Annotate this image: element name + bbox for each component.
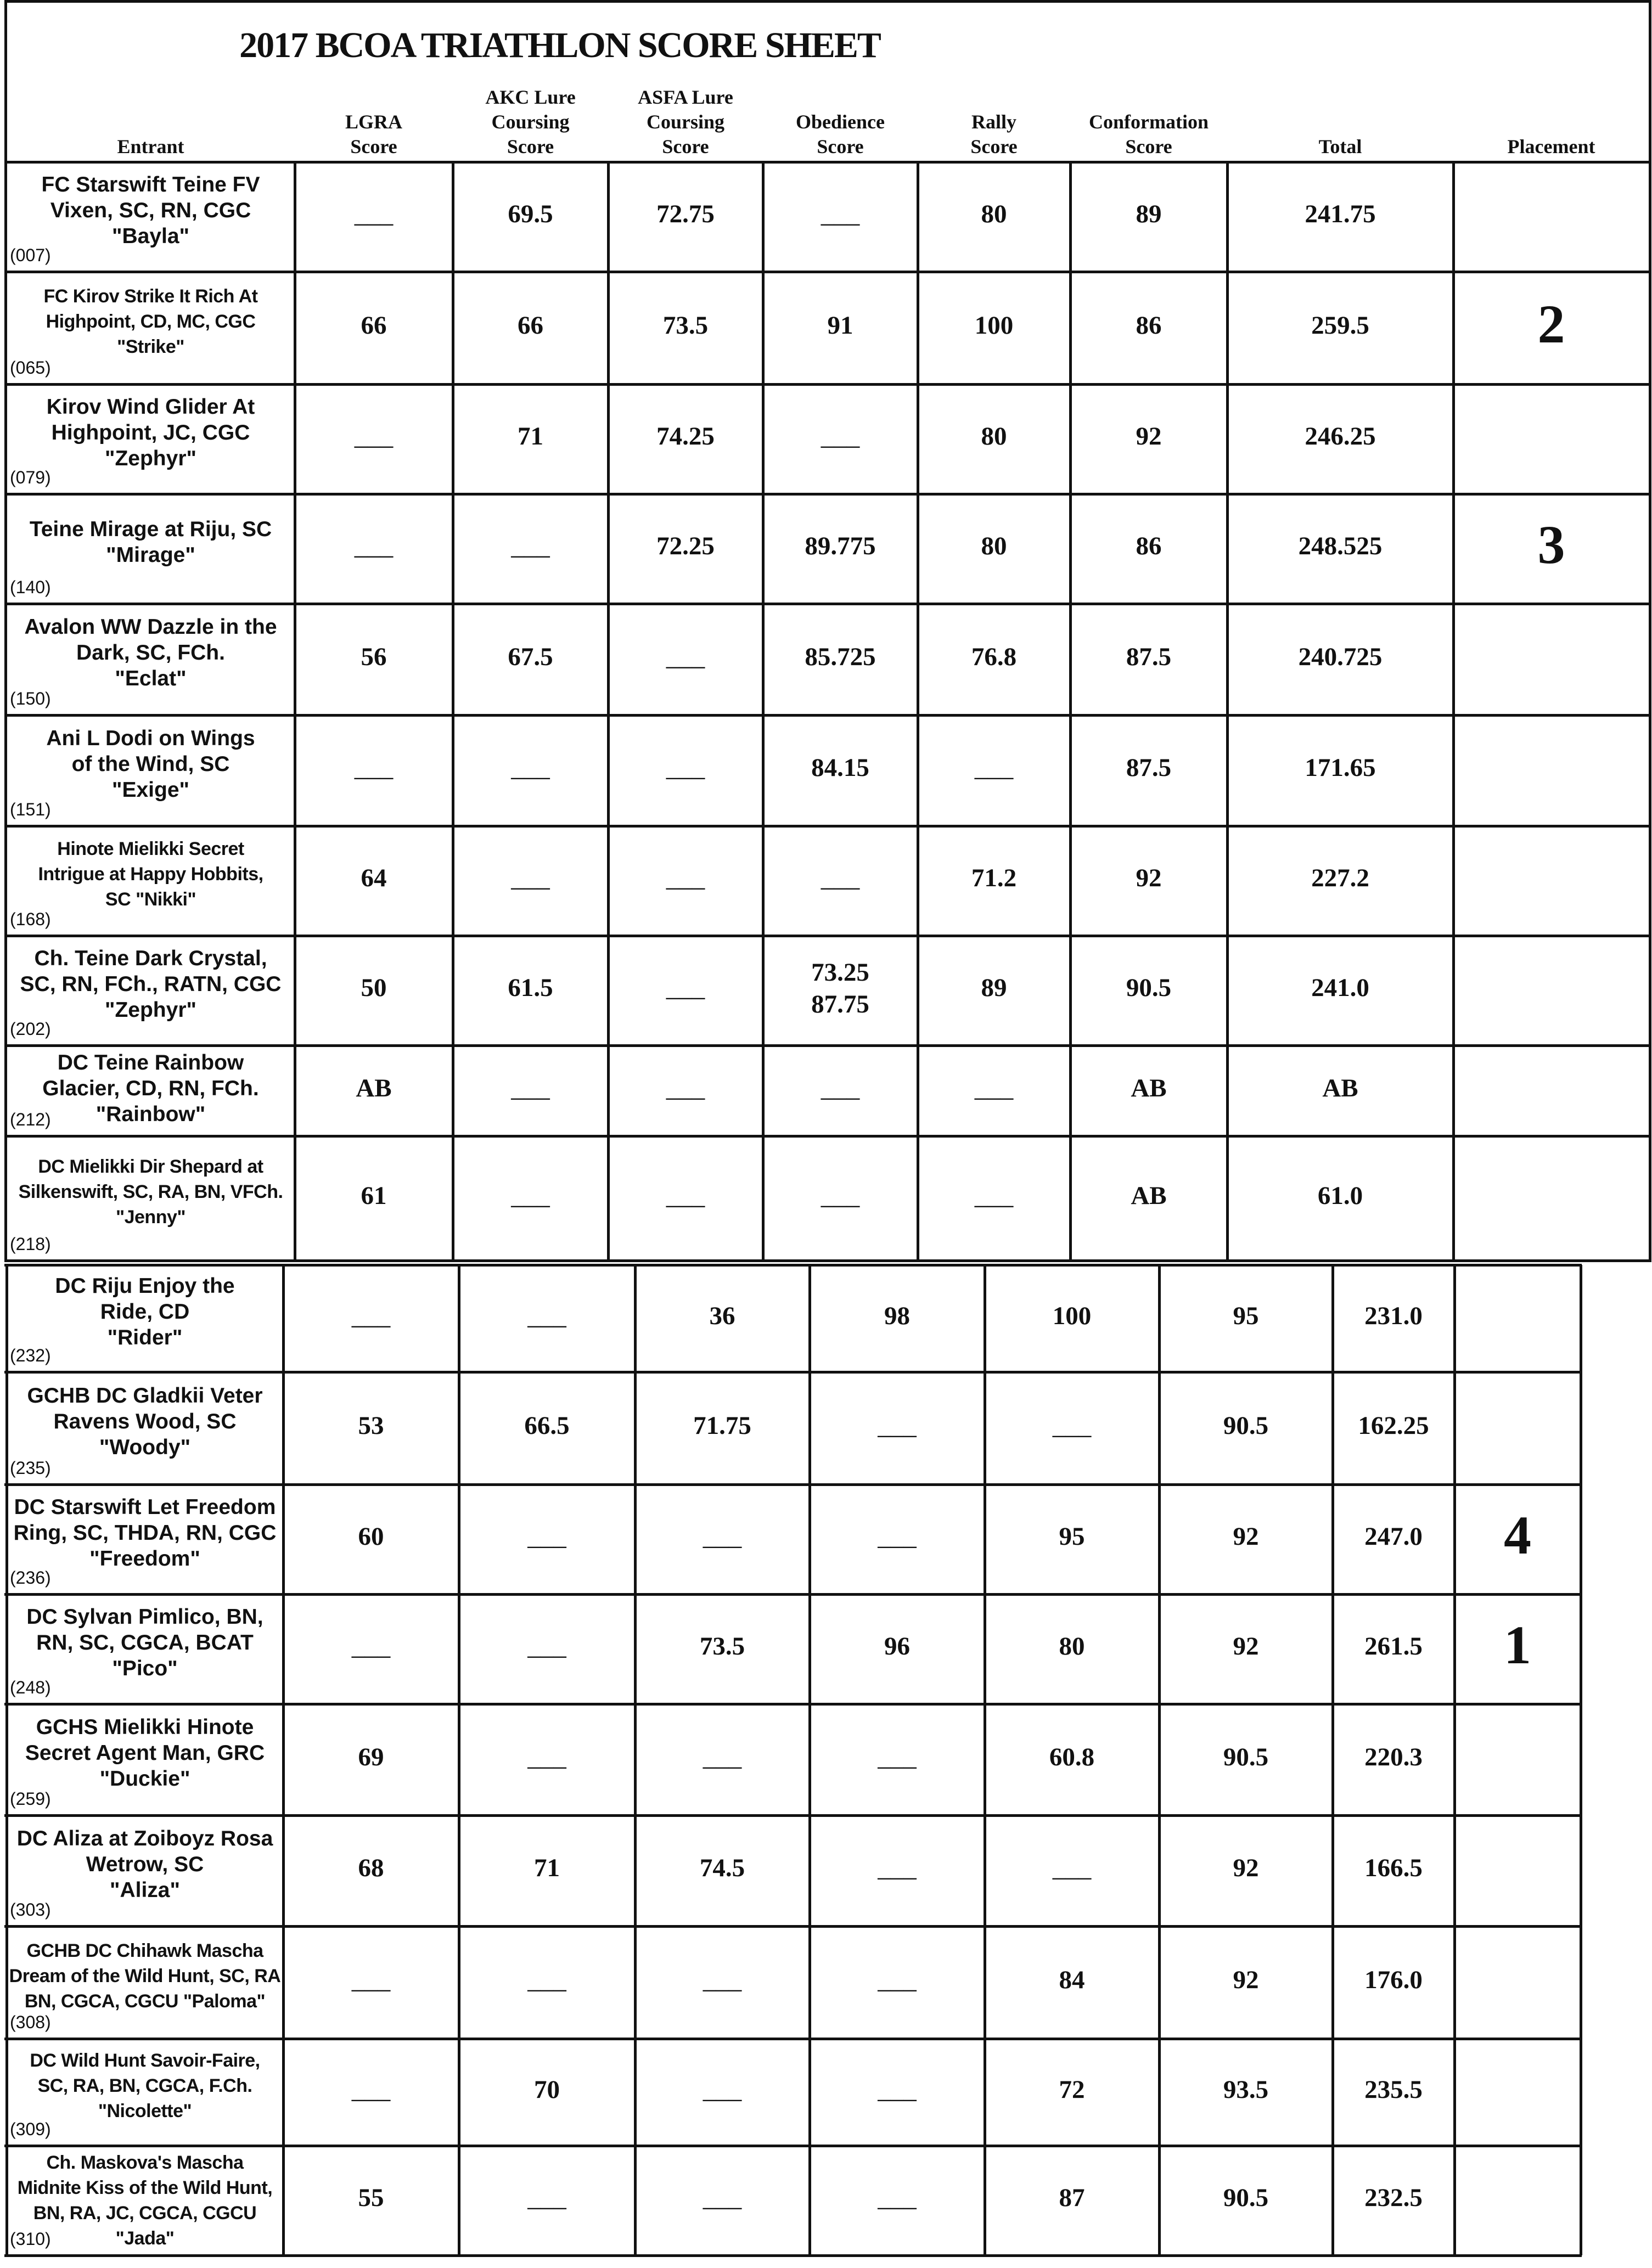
obedience-score: ___ xyxy=(821,1073,860,1102)
asfa-score: ___ xyxy=(666,642,705,671)
header-asfa-lure-coursing-score-line-1: ASFA Lure xyxy=(638,86,733,108)
row-divider xyxy=(4,493,1650,496)
header-rally-score-line-2: Score xyxy=(970,136,1018,157)
conformation-score: 90.5 xyxy=(1223,1411,1269,1440)
entrant-name xyxy=(7,284,295,359)
akc-score: ___ xyxy=(527,2183,566,2212)
asfa-score: 72.75 xyxy=(656,200,715,228)
asfa-score: ___ xyxy=(703,1522,742,1551)
entry-number: (168) xyxy=(10,909,51,929)
obedience-score: 98 xyxy=(884,1301,910,1330)
row-divider xyxy=(4,825,1650,828)
asfa-score: ___ xyxy=(666,973,705,1002)
entrant-name-line: DC Sylvan Pimlico, BN, xyxy=(26,1605,263,1629)
obedience-score: ___ xyxy=(821,200,860,228)
entrant-name xyxy=(7,725,295,803)
entrant-name-line: Wetrow, SC xyxy=(86,1852,204,1876)
asfa-score: ___ xyxy=(666,864,705,892)
asfa-score: 73.5 xyxy=(662,311,709,340)
entrant-name-line: Kirov Wind Glider At xyxy=(46,395,255,419)
row-divider xyxy=(4,1814,1582,1817)
entrant-name-line: of the Wind, SC xyxy=(71,752,230,776)
entrant-name-line: Ch. Maskova's Mascha xyxy=(46,2152,244,2173)
akc-score: ___ xyxy=(511,753,550,782)
row-divider xyxy=(4,714,1650,717)
placement-value: 3 xyxy=(1537,514,1565,575)
rally-score: 100 xyxy=(974,311,1014,340)
total-score: 162.25 xyxy=(1358,1411,1429,1440)
asfa-score: ___ xyxy=(666,753,705,782)
entrant-name-line: Highpoint, JC, CGC xyxy=(51,420,250,444)
entrant-name xyxy=(7,2048,283,2124)
conformation-score: 87.5 xyxy=(1126,753,1172,782)
lgra-score: 68 xyxy=(358,1854,384,1882)
row-divider xyxy=(4,1259,1650,1262)
asfa-score: 71.75 xyxy=(693,1411,751,1440)
entry-number: (140) xyxy=(10,577,51,597)
entry-number: (065) xyxy=(10,358,51,378)
entrant-name xyxy=(7,1383,283,1460)
placement-value: 2 xyxy=(1537,293,1565,354)
entrant-name-line: "Mirage" xyxy=(106,543,195,567)
total-score: 235.5 xyxy=(1364,2075,1423,2104)
entrant-name-line: DC Mielikki Dir Shepard at xyxy=(38,1156,263,1177)
lgra-score: ___ xyxy=(354,532,394,560)
entrant-name-line: "Nicolette" xyxy=(98,2100,192,2121)
lgra-score: 61 xyxy=(361,1181,387,1210)
conformation-score: 87.5 xyxy=(1126,642,1172,671)
obedience-score: ___ xyxy=(878,2183,917,2212)
entry-number: (212) xyxy=(10,1110,51,1129)
akc-score: ___ xyxy=(527,1965,566,1994)
entrant-name-line: "Aliza" xyxy=(109,1878,180,1902)
entrant-name-line: "Bayla" xyxy=(111,224,190,248)
lgra-score: ___ xyxy=(351,2075,391,2104)
entrant-name-line: Intrigue at Happy Hobbits, xyxy=(38,864,263,885)
conformation-score: 86 xyxy=(1136,311,1162,340)
conformation-score: 92 xyxy=(1233,1632,1259,1661)
lgra-score: 66 xyxy=(361,311,387,340)
entrant-name-line: Ride, CD xyxy=(100,1300,190,1324)
entrant-name-line: Avalon WW Dazzle in the xyxy=(24,615,277,639)
asfa-score: 72.25 xyxy=(656,532,715,560)
header-entrant: Entrant xyxy=(117,136,184,157)
asfa-score: ___ xyxy=(703,1742,742,1771)
conformation-score: 89 xyxy=(1136,200,1162,228)
conformation-score: 92 xyxy=(1233,1854,1259,1882)
rally-score: 84 xyxy=(1059,1965,1085,1994)
entrant-name-line: "Pico" xyxy=(112,1656,178,1680)
entrant-name-line: FC Starswift Teine FV xyxy=(41,172,260,196)
row-divider xyxy=(4,1264,1582,1267)
rally-score: 71.2 xyxy=(971,864,1017,892)
rally-score: 100 xyxy=(1052,1301,1092,1330)
rally-score: 72 xyxy=(1059,2075,1085,2104)
entry-number: (310) xyxy=(10,2229,51,2249)
header-akc-lure-coursing-score-line-2: Coursing xyxy=(491,111,570,133)
row-divider xyxy=(4,271,1650,273)
entrant-name-line: "Freedom" xyxy=(89,1546,200,1571)
asfa-score: ___ xyxy=(703,2075,742,2104)
table-border-top xyxy=(4,0,1651,3)
entrant-name-line: DC Wild Hunt Savoir-Faire, xyxy=(30,2050,260,2071)
entrant-name-line: Ring, SC, THDA, RN, CGC xyxy=(13,1521,277,1545)
rally-score: ___ xyxy=(974,1181,1014,1210)
lgra-score: ___ xyxy=(354,422,394,451)
entrant-name xyxy=(7,516,295,568)
entry-number: (308) xyxy=(10,2012,51,2032)
header-rally-score-line-1: Rally xyxy=(971,111,1016,133)
rally-score: 76.8 xyxy=(971,642,1017,671)
entrant-name-line: Highpoint, CD, MC, CGC xyxy=(46,311,256,332)
page-title: 2017 BCOA TRIATHLON SCORE SHEET xyxy=(239,25,880,65)
obedience-score: ___ xyxy=(878,1854,917,1882)
entrant-name-line: "Rider" xyxy=(107,1326,183,1349)
row-divider xyxy=(4,1925,1582,1928)
entrant-name-line: "Exige" xyxy=(111,778,190,802)
entrant-name-line: Secret Agent Man, GRC xyxy=(25,1741,265,1765)
obedience-score-second: 87.75 xyxy=(811,990,869,1018)
conformation-score: 90.5 xyxy=(1223,2183,1269,2212)
header-akc-lure-coursing-score-line-1: AKC Lure xyxy=(485,86,576,108)
row-divider xyxy=(4,1135,1650,1138)
entry-number: (309) xyxy=(10,2119,51,2139)
rally-score: ___ xyxy=(1052,1854,1092,1882)
total-score: 166.5 xyxy=(1364,1854,1423,1882)
entrant-name-line: "Zephyr" xyxy=(104,446,196,470)
rally-score: 80 xyxy=(1059,1632,1085,1661)
column-divider xyxy=(1580,1265,1582,2255)
entrant-name-line: "Jenny" xyxy=(115,1206,186,1228)
akc-score: 66 xyxy=(518,311,543,340)
entrant-name-line: Ch. Teine Dark Crystal, xyxy=(34,946,267,970)
lgra-score: 64 xyxy=(361,864,387,892)
entry-number: (235) xyxy=(10,1458,51,1478)
obedience-score: ___ xyxy=(821,1181,860,1210)
lgra-score: ___ xyxy=(354,753,394,782)
row-divider xyxy=(4,383,1650,386)
entrant-name-line: Dark, SC, FCh. xyxy=(76,641,225,665)
total-score: 227.2 xyxy=(1311,864,1369,892)
total-score: 220.3 xyxy=(1364,1742,1423,1771)
header-obedience-score-line-2: Score xyxy=(817,136,864,157)
akc-score: ___ xyxy=(511,1181,550,1210)
row-divider xyxy=(4,1044,1650,1047)
total-score: 171.65 xyxy=(1305,753,1376,782)
header-placement: Placement xyxy=(1507,136,1595,157)
asfa-score: ___ xyxy=(703,2183,742,2212)
entrant-name xyxy=(7,1714,283,1792)
entry-number: (202) xyxy=(10,1019,51,1039)
akc-score: 69.5 xyxy=(508,200,553,228)
header-asfa-lure-coursing-score-line-2: Coursing xyxy=(646,111,725,133)
rally-score: ___ xyxy=(974,753,1014,782)
akc-score: 61.5 xyxy=(508,973,553,1002)
akc-score: 71 xyxy=(518,422,543,451)
total-score: 247.0 xyxy=(1364,1522,1423,1551)
header-lgra-score-line-2: Score xyxy=(350,136,397,157)
akc-score: ___ xyxy=(511,532,550,560)
entrant-name-line: Midnite Kiss of the Wild Hunt, xyxy=(17,2177,273,2198)
row-divider xyxy=(4,2038,1582,2040)
lgra-score: ___ xyxy=(351,1632,391,1661)
conformation-score: 92 xyxy=(1233,1522,1259,1551)
header-conformation-score-line-2: Score xyxy=(1125,136,1172,157)
conformation-score: AB xyxy=(1131,1181,1167,1210)
entry-number: (236) xyxy=(10,1568,51,1588)
akc-score: 67.5 xyxy=(508,642,553,671)
entrant-name-line: DC Riju Enjoy the xyxy=(55,1274,235,1298)
total-score: 232.5 xyxy=(1364,2183,1423,2212)
asfa-score: 74.5 xyxy=(699,1854,745,1882)
akc-score: ___ xyxy=(527,1632,566,1661)
rally-score: 87 xyxy=(1059,2183,1085,2212)
total-score: 246.25 xyxy=(1305,422,1376,451)
entrant-name-line: "Jada" xyxy=(115,2228,175,2249)
lgra-score: 50 xyxy=(361,973,387,1002)
lgra-score: ___ xyxy=(351,1965,391,1994)
placement-value: 1 xyxy=(1504,1614,1531,1675)
entrant-name xyxy=(7,1938,283,2014)
placement-value: 4 xyxy=(1504,1505,1531,1566)
entrant-name-line: Dream of the Wild Hunt, SC, RA xyxy=(9,1965,281,1986)
entrant-name-line: Glacier, CD, RN, FCh. xyxy=(42,1077,259,1100)
entry-number: (150) xyxy=(10,689,51,708)
lgra-score: 56 xyxy=(361,642,387,671)
entrant-name-line: DC Aliza at Zoiboyz Rosa xyxy=(16,1826,273,1850)
entrant-name-line: BN, RA, JC, CGCA, CGCU xyxy=(33,2203,257,2224)
header-conformation-score-line-1: Conformation xyxy=(1089,111,1209,133)
asfa-score: ___ xyxy=(703,1965,742,1994)
entry-number: (079) xyxy=(10,468,51,487)
conformation-score: 92 xyxy=(1136,864,1162,892)
akc-score: ___ xyxy=(527,1742,566,1771)
header-total: Total xyxy=(1318,136,1362,157)
entrant-name-line: DC Teine Rainbow xyxy=(57,1051,244,1074)
entrant-name-line: Teine Mirage at Riju, SC xyxy=(29,517,272,541)
obedience-score: 89.775 xyxy=(805,532,876,560)
rally-score: 89 xyxy=(981,973,1007,1002)
entrant-name-line: Hinote Mielikki Secret xyxy=(57,838,244,859)
akc-score: ___ xyxy=(527,1301,566,1330)
entrant-name-line: Vixen, SC, RN, CGC xyxy=(50,198,251,222)
entry-number: (007) xyxy=(10,245,51,265)
entrant-name-line: Silkenswift, SC, RA, BN, VFCh. xyxy=(18,1181,283,1202)
entrant-name-line: BN, CGCA, CGCU "Paloma" xyxy=(24,1990,266,2012)
entry-number: (248) xyxy=(10,1678,51,1697)
lgra-score: 60 xyxy=(358,1522,384,1551)
entrant-name xyxy=(7,836,295,912)
row-divider xyxy=(4,1703,1582,1706)
akc-score: ___ xyxy=(511,1073,550,1102)
total-score: 240.725 xyxy=(1298,642,1383,671)
entrant-name xyxy=(7,1154,295,1230)
entrant-name-line: "Woody" xyxy=(99,1436,191,1459)
entrant-name-line: GCHB DC Chihawk Mascha xyxy=(26,1940,263,1961)
conformation-score: 95 xyxy=(1233,1301,1259,1330)
conformation-score: AB xyxy=(1131,1073,1167,1102)
total-score: 261.5 xyxy=(1364,1632,1423,1661)
entrant-name-line: SC, RN, FCh., RATN, CGC xyxy=(20,972,282,996)
entry-number: (232) xyxy=(10,1346,51,1365)
conformation-score: 90.5 xyxy=(1223,1742,1269,1771)
rally-score: 80 xyxy=(981,422,1007,451)
entrant-name-line: SC "Nikki" xyxy=(105,889,196,910)
entrant-name xyxy=(7,946,295,1023)
rally-score: ___ xyxy=(974,1073,1014,1102)
lgra-score: AB xyxy=(356,1073,392,1102)
lgra-score: 55 xyxy=(358,2183,384,2212)
table-border-right xyxy=(1649,0,1651,1262)
entrant-name-line: "Strike" xyxy=(117,336,184,357)
rally-score: ___ xyxy=(1052,1411,1092,1440)
entrant-name-line: GCHS Mielikki Hinote xyxy=(36,1715,254,1739)
obedience-score: ___ xyxy=(821,422,860,451)
rally-score: 60.8 xyxy=(1049,1742,1095,1771)
asfa-score: 74.25 xyxy=(656,422,715,451)
entrant-name-line: RN, SC, CGCA, BCAT xyxy=(36,1630,254,1654)
total-score: 231.0 xyxy=(1364,1301,1423,1330)
entrant-name xyxy=(7,614,295,691)
entrant-name xyxy=(7,394,295,471)
obedience-score: 85.725 xyxy=(805,642,876,671)
akc-score: ___ xyxy=(527,1522,566,1551)
asfa-score: ___ xyxy=(666,1181,705,1210)
total-score: 61.0 xyxy=(1317,1181,1363,1210)
row-divider xyxy=(4,603,1650,605)
obedience-score: 73.25 xyxy=(811,958,869,987)
row-divider xyxy=(4,935,1650,937)
row-divider xyxy=(4,2145,1582,2147)
entrant-name-line: SC, RA, BN, CGCA, F.Ch. xyxy=(37,2075,252,2096)
akc-score: 70 xyxy=(534,2075,560,2104)
lgra-score: 53 xyxy=(358,1411,384,1440)
header-akc-lure-coursing-score-line-3: Score xyxy=(507,136,554,157)
entrant-name-line: GCHB DC Gladkii Veter xyxy=(27,1384,263,1408)
obedience-score: ___ xyxy=(878,1411,917,1440)
entry-number: (218) xyxy=(10,1234,51,1254)
entry-number: (151) xyxy=(10,800,51,819)
entry-number: (259) xyxy=(10,1789,51,1809)
total-score: 176.0 xyxy=(1364,1965,1423,1994)
lgra-score: ___ xyxy=(351,1301,391,1330)
asfa-score: 36 xyxy=(709,1301,735,1330)
header-lgra-score-line-1: LGRA xyxy=(345,111,402,133)
entrant-name-line: "Duckie" xyxy=(99,1767,190,1791)
obedience-score: 91 xyxy=(827,311,853,340)
entrant-name xyxy=(7,1273,283,1350)
header-obedience-score-line-1: Obedience xyxy=(796,111,885,133)
conformation-score: 93.5 xyxy=(1223,2075,1269,2104)
conformation-score: 92 xyxy=(1233,1965,1259,1994)
akc-score: 71 xyxy=(534,1854,560,1882)
entrant-name-line: DC Starswift Let Freedom xyxy=(14,1495,276,1519)
entrant-name xyxy=(7,1826,283,1903)
obedience-score: 84.15 xyxy=(811,753,869,782)
entrant-name xyxy=(7,172,295,249)
row-divider xyxy=(4,2254,1582,2257)
total-score: AB xyxy=(1322,1073,1358,1102)
lgra-score: 69 xyxy=(358,1742,384,1771)
lgra-score: ___ xyxy=(354,200,394,228)
entrant-name-line: "Rainbow" xyxy=(95,1102,206,1126)
rally-score: 80 xyxy=(981,200,1007,228)
asfa-score: ___ xyxy=(666,1073,705,1102)
obedience-score: ___ xyxy=(878,2075,917,2104)
total-score: 259.5 xyxy=(1311,311,1369,340)
total-score: 241.75 xyxy=(1305,200,1376,228)
entrant-name xyxy=(7,1604,283,1681)
obedience-score: ___ xyxy=(821,864,860,892)
entry-number: (303) xyxy=(10,1900,51,1920)
row-divider xyxy=(4,161,1650,164)
conformation-score: 92 xyxy=(1136,422,1162,451)
row-divider xyxy=(4,1483,1582,1486)
total-score: 241.0 xyxy=(1311,973,1369,1002)
obedience-score: ___ xyxy=(878,1522,917,1551)
entrant-name-line: "Eclat" xyxy=(115,667,187,690)
asfa-score: 73.5 xyxy=(699,1632,745,1661)
obedience-score: ___ xyxy=(878,1742,917,1771)
header-asfa-lure-coursing-score-line-3: Score xyxy=(662,136,709,157)
obedience-score: ___ xyxy=(878,1965,917,1994)
rally-score: 80 xyxy=(981,532,1007,560)
entrant-name-line: FC Kirov Strike It Rich At xyxy=(43,285,258,307)
entrant-name xyxy=(7,1494,283,1572)
entrant-name-line: "Zephyr" xyxy=(104,998,196,1022)
total-score: 248.525 xyxy=(1298,532,1383,560)
akc-score: ___ xyxy=(511,864,550,892)
entrant-name-line: Ani L Dodi on Wings xyxy=(46,726,255,750)
conformation-score: 86 xyxy=(1136,532,1162,560)
akc-score: 66.5 xyxy=(524,1411,570,1440)
rally-score: 95 xyxy=(1059,1522,1085,1551)
row-divider xyxy=(4,1593,1582,1596)
row-divider xyxy=(4,1371,1582,1374)
entrant-name-line: Ravens Wood, SC xyxy=(53,1410,237,1433)
conformation-score: 90.5 xyxy=(1126,973,1172,1002)
obedience-score: 96 xyxy=(884,1632,910,1661)
